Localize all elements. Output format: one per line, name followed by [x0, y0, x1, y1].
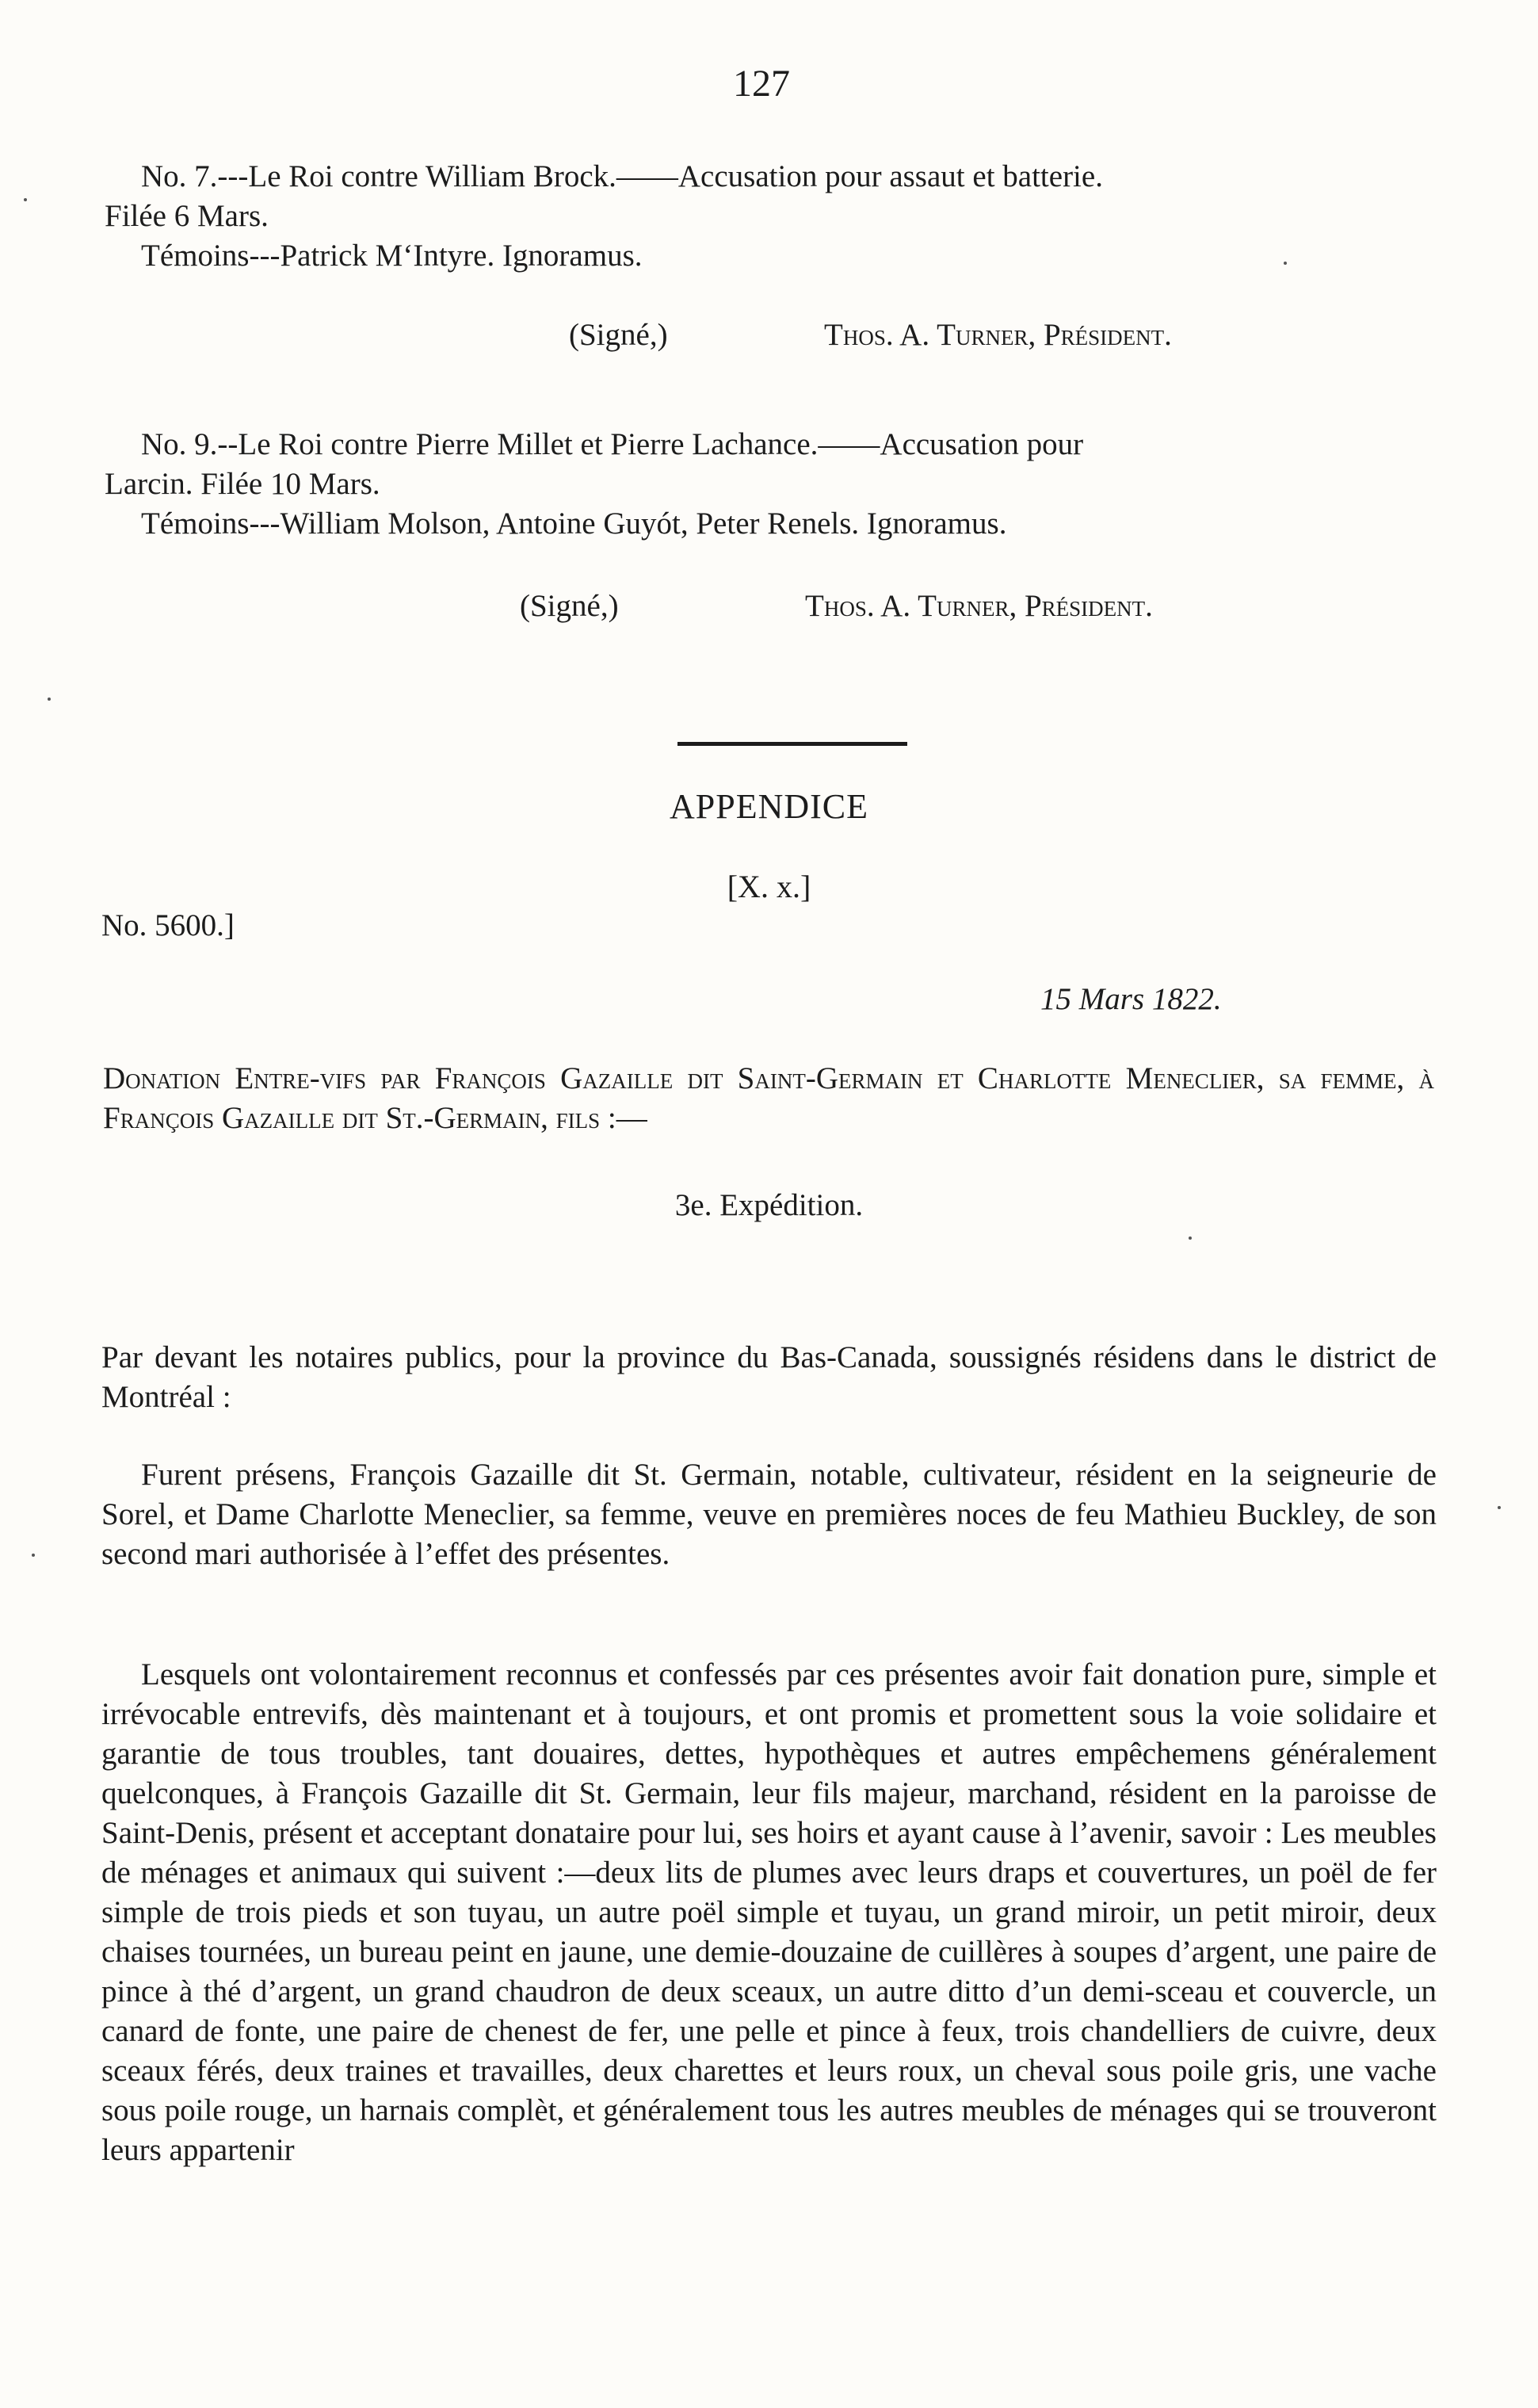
entry-7-line-2: Filée 6 Mars.	[105, 199, 269, 233]
donation-heading-text: Donation Entre-vifs par François Gazaille dit Saint-Germain et Charlotte Meneclier, sa femme, à François Gazaille dit St.-Germain, fils :—	[103, 1061, 1434, 1135]
entry-9-line-2: Larcin. Filée 10 Mars.	[105, 467, 380, 501]
paragraph-parties: Furent présens, François Gazaille dit St. Germain, notable, cultivateur, résident en la seigneurie de Sorel, et Dame Charlotte Meneclier, sa femme, veuve en premières noces de feu Mathieu Buckley, de son second mari authorisée à l’effet des présentes.	[101, 1458, 1437, 1571]
paper-speck	[1284, 262, 1287, 265]
paper-speck	[48, 698, 51, 701]
entry-9-signer: Thos. A. Turner, Président.	[805, 589, 1153, 623]
paragraph-preamble: Par devant les notaires publics, pour la province du Bas-Canada, soussignés résidens dans le district de Montréal :	[101, 1340, 1437, 1414]
entry-7-line-1: No. 7.---Le Roi contre William Brock.——Accusation pour assaut et batterie.	[141, 159, 1103, 193]
entry-7-line-3: Témoins---Patrick M‘Intyre. Ignoramus.	[141, 239, 643, 273]
paragraph-donation: Lesquels ont volontairement reconnus et confessés par ces présentes avoir fait donation pure, simple et irrévocable entrevifs, dès maintenant et à toujours, et ont promis et promettent sous la voie solidaire et garantie de tous troubles, tant douaires, dettes, hypothèques et autres empêchemens généralement quelconques, à François Gazaille dit St. Germain, leur fils majeur, marchand, résident en la paroisse de Saint-Denis, présent et acceptant donataire pour lui, ses hoirs et ayant cause à l’avenir, savoir : Les meubles de ménages et animaux qui suivent :—deux lits de plumes avec leurs draps et couvertures, un poël de fer simple de trois pieds et son tuyau, un autre poël simple et tuyau, un grand miroir, un petit miroir, deux chaises tournées, un bureau peint en jaune, une demie-douzaine de cuillères à soupes d’argent, une paire de pince à thé d’argent, un grand chaudron de deux sceaux, un autre ditto d’un demi-sceau et couvercle, un canard de fonte, une paire de chenest de fer, une pelle et pince à feux, trois chandelliers de cuivre, deux sceaux férés, deux traines et travailles, deux charettes et leurs roux, un cheval sous poile gris, une vache sous poile rouge, un harnais complèt, et généralement tous les autres meubles de ménages qui se trouveront leurs appartenir	[101, 1657, 1437, 2167]
entry-7-signer: Thos. A. Turner, Président.	[824, 318, 1172, 352]
paper-speck	[32, 1554, 35, 1557]
appendix-title: APPENDICE	[669, 787, 869, 826]
entry-9-signed: (Signé,)	[520, 589, 619, 623]
entry-7-signed: (Signé,)	[569, 318, 668, 352]
donation-heading	[103, 1059, 1434, 1138]
paper-speck	[1189, 1236, 1192, 1240]
paper-speck	[1498, 1506, 1501, 1509]
appendix-number: No. 5600.]	[101, 908, 235, 942]
appendix-date: 15 Mars 1822.	[1040, 982, 1222, 1016]
entry-9-line-3: Témoins---William Molson, Antoine Guyót, Peter Renels. Ignoramus.	[141, 506, 1007, 541]
section-divider	[677, 742, 907, 746]
expedition-label: 3e. Expédition.	[674, 1188, 864, 1222]
appendix-subtitle: [X. x.]	[727, 869, 811, 904]
entry-9-line-1: No. 9.--Le Roi contre Pierre Millet et Pierre Lachance.——Accusation pour	[141, 427, 1084, 461]
paper-speck	[24, 198, 27, 201]
page-number: 127	[733, 63, 790, 105]
